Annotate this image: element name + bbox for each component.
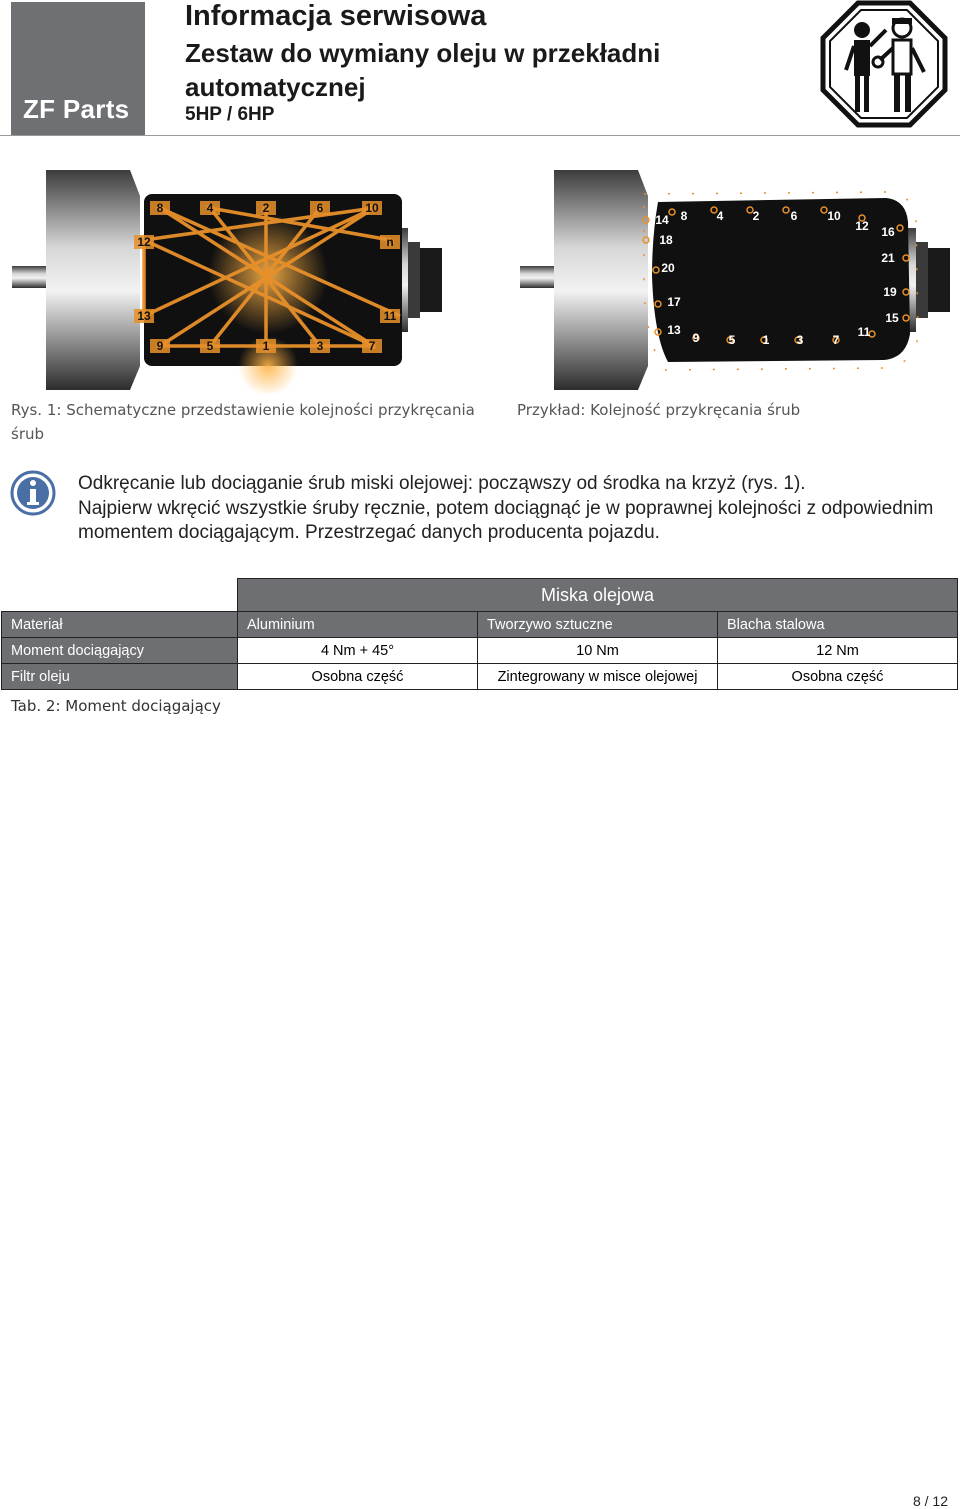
torque-table — [1, 578, 958, 690]
table-row — [2, 638, 958, 664]
bolt-number: 5 — [206, 339, 214, 353]
table-title: Miska olejowa — [238, 579, 958, 612]
bolt-number: 14 — [655, 213, 669, 227]
bolt-number: 7 — [368, 339, 376, 353]
transmission-diagram-2 — [518, 166, 958, 394]
table-cell: Osobna część — [238, 664, 478, 690]
info-line-2: Najpierw wkręcić wszystkie śruby ręcznie, potem dociągnąć je w poprawnej kolejności z odpowiednim momentem dociągającym. Przestrzegać danych producenta pojazdu. — [78, 497, 934, 543]
table-cell: 10 Nm — [478, 638, 718, 664]
bolt-number: 2 — [752, 209, 760, 223]
page-number: 8 / 12 — [912, 1493, 948, 1509]
bolt-number: 13 — [137, 309, 151, 323]
table-cell: Zintegrowany w misce olejowej — [478, 664, 718, 690]
table-cell: Osobna część — [718, 664, 958, 690]
bolt-number: 12 — [855, 219, 869, 233]
logo-text: ZF Parts — [23, 94, 130, 124]
figure-2-caption: Przykład: Kolejność przykręcania śrub — [517, 401, 801, 419]
info-note — [78, 472, 948, 546]
bolt-number: 19 — [883, 285, 897, 299]
figure-example-sequence — [518, 166, 958, 394]
bolt-number: 10 — [365, 201, 379, 215]
page-subtitle: Zestaw do wymiany oleju w przekładni automatycznej — [185, 38, 661, 102]
figure-crosswise-sequence — [10, 166, 450, 394]
info-icon — [10, 470, 56, 516]
table-caption: Tab. 2: Moment dociągający — [11, 697, 221, 715]
table-row — [2, 664, 958, 690]
bolt-number: 3 — [316, 339, 324, 353]
bolt-number: 17 — [667, 295, 681, 309]
model-code: 5HP / 6HP — [185, 104, 275, 125]
bolt-number: 9 — [156, 339, 164, 353]
bolt-number: 6 — [316, 201, 324, 215]
page-title: Informacja serwisowa — [185, 0, 487, 32]
bolt-number: 6 — [790, 209, 798, 223]
bolt-number: 7 — [832, 333, 840, 347]
row-label: Moment dociągający — [2, 638, 238, 664]
bolt-number: 21 — [881, 251, 895, 265]
bolt-number: 15 — [885, 311, 899, 325]
info-line-1: Odkręcanie lub dociąganie śrub miski olejowej: począwszy od środka na krzyż (rys. 1). — [78, 473, 806, 494]
header-plastic: Tworzywo sztuczne — [478, 612, 718, 638]
bolt-number: 11 — [383, 309, 397, 323]
header-divider — [0, 135, 960, 136]
header-material: Materiał — [2, 612, 238, 638]
header-aluminium: Aluminium — [238, 612, 478, 638]
bolt-number: 1 — [762, 333, 770, 347]
bolt-number: n — [386, 235, 394, 249]
bolt-number: 16 — [881, 225, 895, 239]
bolt-number: 11 — [857, 325, 871, 339]
figure-1-caption: Rys. 1: Schematyczne przedstawienie kolejności przykręcania śrub — [11, 401, 475, 443]
table-cell: 12 Nm — [718, 638, 958, 664]
table-cell: 4 Nm + 45° — [238, 638, 478, 664]
bolt-number: 20 — [661, 261, 675, 275]
empty-corner — [2, 579, 238, 612]
bolt-number: 4 — [716, 209, 724, 223]
bolt-number: 5 — [728, 333, 736, 347]
workshop-warning-icon — [820, 0, 948, 128]
bolt-number: 3 — [796, 333, 804, 347]
bolt-number: 13 — [667, 323, 681, 337]
row-label: Filtr oleju — [2, 664, 238, 690]
bolt-number: 4 — [206, 201, 214, 215]
header-steel: Blacha stalowa — [718, 612, 958, 638]
bolt-number: 1 — [262, 339, 270, 353]
zf-parts-logo — [11, 2, 145, 135]
bolt-number: 9 — [692, 331, 700, 345]
bolt-number: 12 — [137, 235, 151, 249]
bolt-number: 18 — [659, 233, 673, 247]
bolt-number: 2 — [262, 201, 270, 215]
bolt-number: 10 — [827, 209, 841, 223]
bolt-number: 8 — [680, 209, 688, 223]
bolt-number: 8 — [156, 201, 164, 215]
transmission-diagram-1 — [10, 166, 450, 394]
